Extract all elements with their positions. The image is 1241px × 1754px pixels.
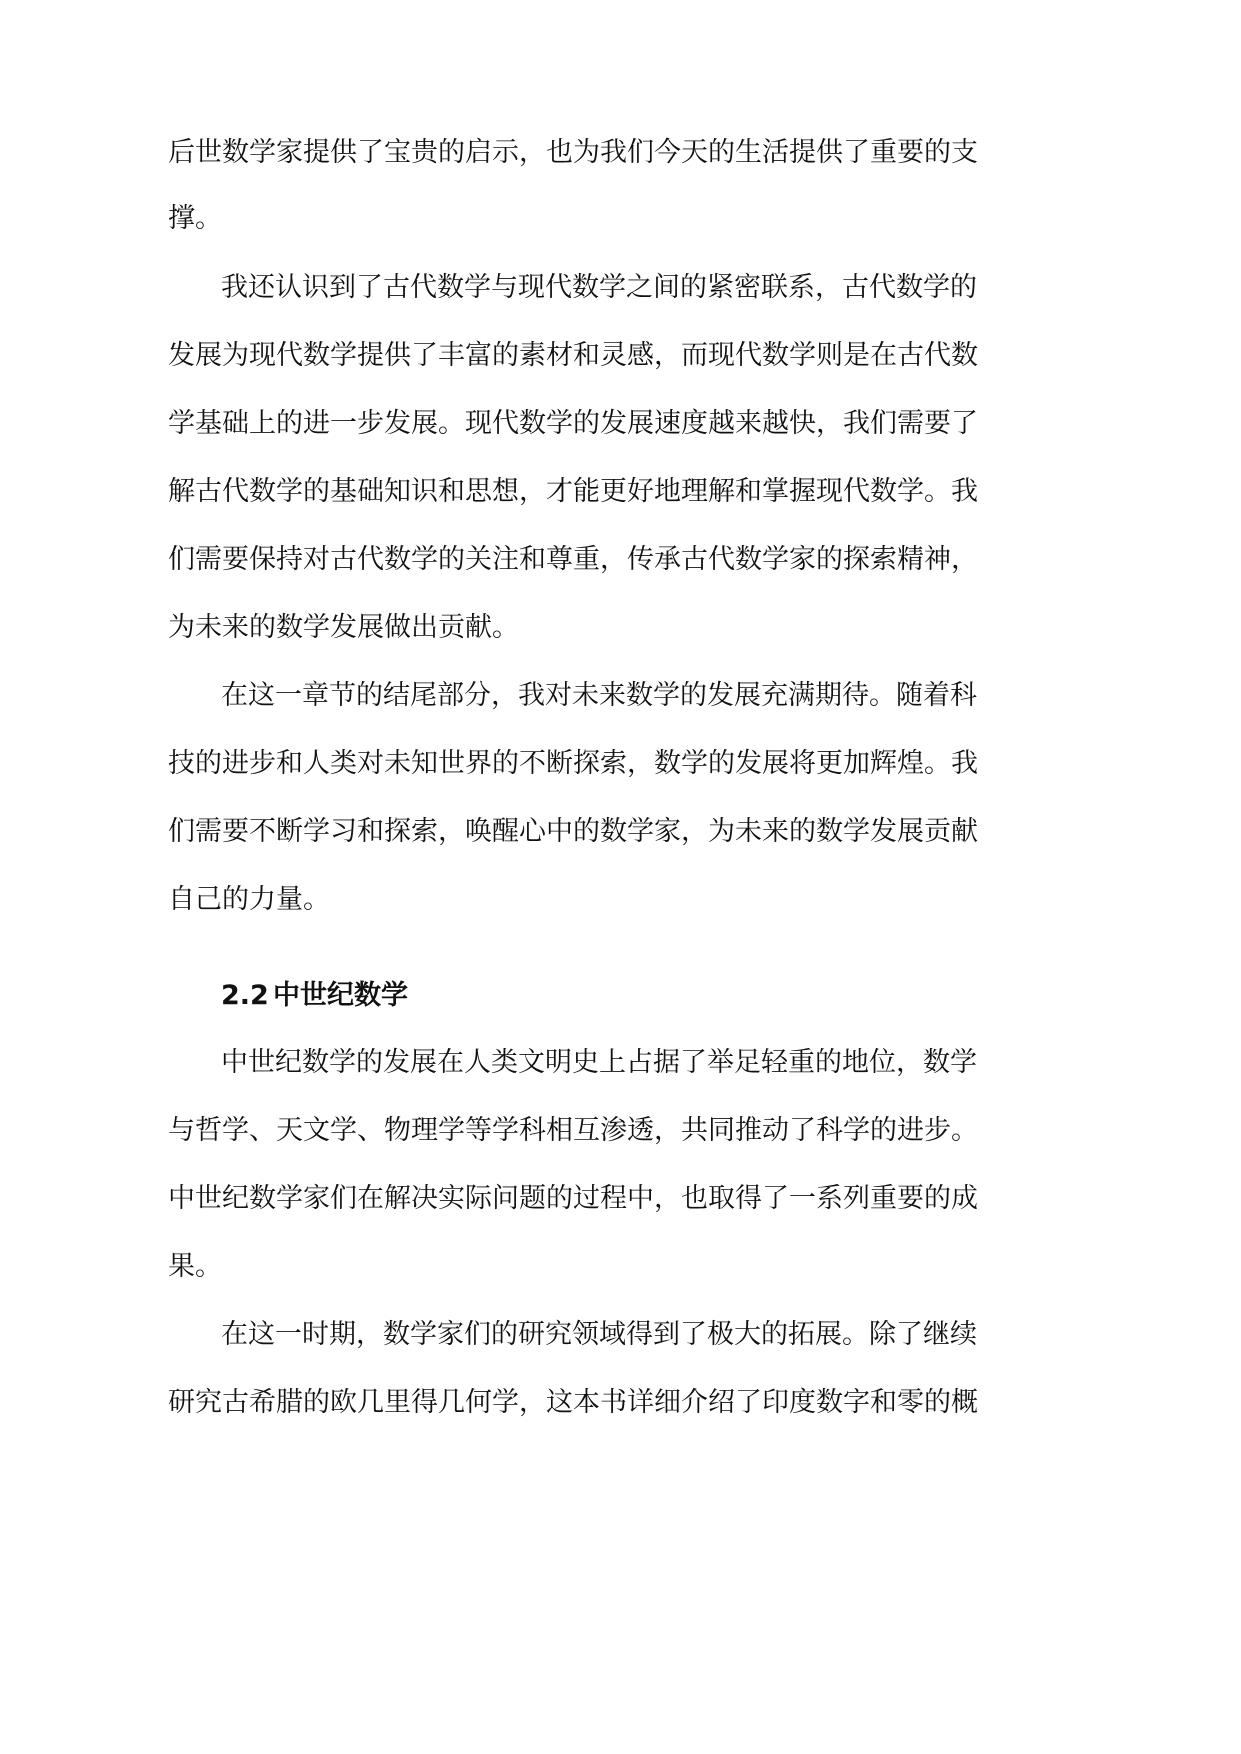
text-line — [0, 1111, 1241, 1151]
text-line-content: 撑。 — [168, 203, 222, 234]
text-line — [0, 608, 1241, 648]
text-line — [0, 540, 1241, 580]
text-line — [0, 472, 1241, 512]
text-line-content: 中世纪数学的发展在人类文明史上占据了举足轻重的地位，数学 — [221, 1047, 977, 1078]
text-line — [0, 880, 1241, 920]
text-line — [0, 1043, 1241, 1083]
text-line — [0, 812, 1241, 852]
text-line-content: 在这一章节的结尾部分，我对未来数学的发展充满期待。随着科 — [221, 680, 977, 711]
section-number: 2.2 — [221, 980, 269, 1011]
text-line — [0, 1315, 1241, 1355]
text-line-content: 自己的力量。 — [168, 884, 330, 915]
text-line — [0, 268, 1241, 308]
text-line-content: 果。 — [168, 1251, 222, 1282]
text-line-content: 学基础上的进一步发展。现代数学的发展速度越来越快，我们需要了 — [168, 408, 978, 439]
text-line-content: 们需要保持对古代数学的关注和尊重，传承古代数学家的探索精神， — [168, 544, 978, 575]
text-line-content: 与哲学、天文学、物理学等学科相互渗透，共同推动了科学的进步。 — [168, 1115, 978, 1146]
text-line-content: 为未来的数学发展做出贡献。 — [168, 612, 519, 643]
section-title: 中世纪数学 — [273, 980, 408, 1011]
text-line-content: 解古代数学的基础知识和思想，才能更好地理解和掌握现代数学。我 — [168, 476, 978, 507]
text-line-content: 研究古希腊的欧几里得几何学，这本书详细介绍了印度数字和零的概 — [168, 1387, 978, 1418]
text-line — [0, 404, 1241, 444]
text-line-content: 们需要不断学习和探索，唤醒心中的数学家，为未来的数学发展贡献 — [168, 816, 978, 847]
text-line-content: 中世纪数学家们在解决实际问题的过程中，也取得了一系列重要的成 — [168, 1183, 978, 1214]
text-line — [0, 133, 1241, 173]
text-line — [0, 336, 1241, 376]
text-line — [0, 676, 1241, 716]
text-line — [0, 1383, 1241, 1423]
text-line-content: 后世数学家提供了宝贵的启示，也为我们今天的生活提供了重要的支 — [168, 137, 978, 168]
text-line — [0, 744, 1241, 784]
text-line-content: 在这一时期，数学家们的研究领域得到了极大的拓展。除了继续 — [221, 1319, 977, 1350]
text-line — [0, 199, 1241, 239]
text-line — [0, 1247, 1241, 1287]
text-line-content: 发展为现代数学提供了丰富的素材和灵感，而现代数学则是在古代数 — [168, 340, 978, 371]
section-heading — [0, 976, 1241, 1016]
text-line-content: 技的进步和人类对未知世界的不断探索，数学的发展将更加辉煌。我 — [168, 748, 978, 779]
text-line — [0, 1179, 1241, 1219]
text-line-content: 我还认识到了古代数学与现代数学之间的紧密联系，古代数学的 — [221, 272, 977, 303]
